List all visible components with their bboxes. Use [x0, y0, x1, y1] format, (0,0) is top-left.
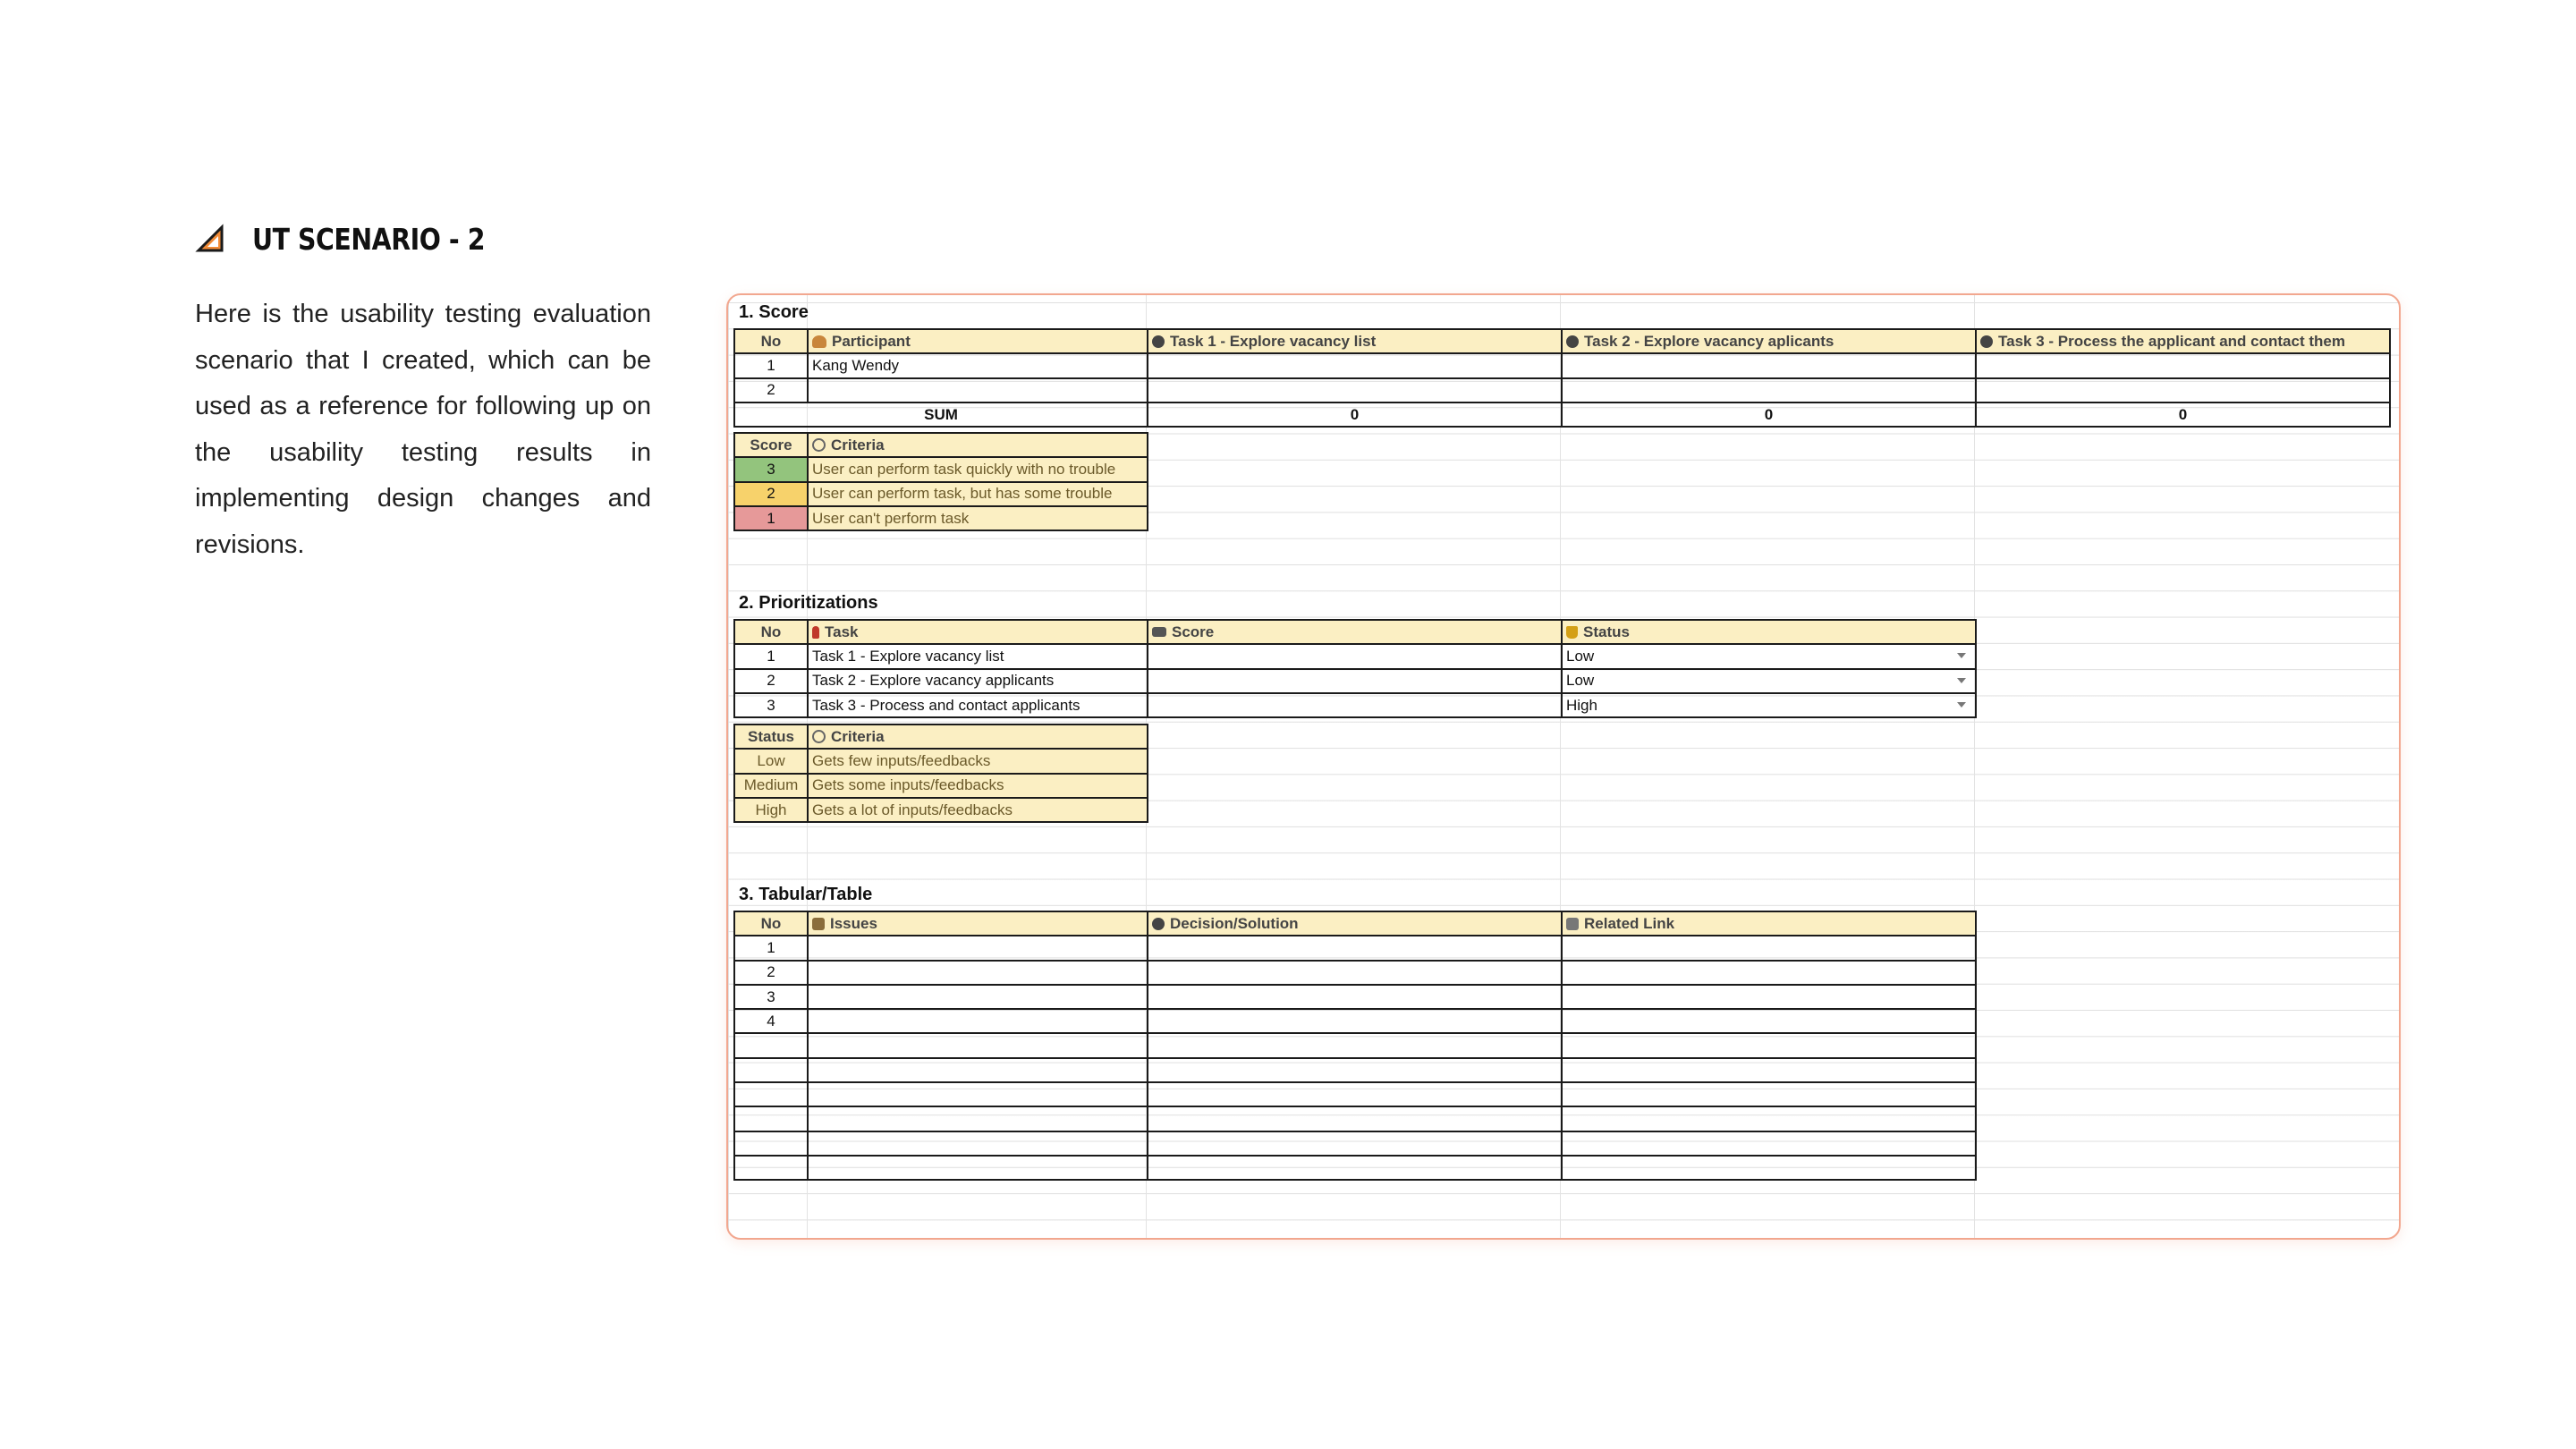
link-cell[interactable] — [1562, 1058, 1976, 1082]
link-cell[interactable] — [1562, 1156, 1976, 1180]
row-no[interactable]: 1 — [734, 353, 808, 377]
section-heading — [195, 216, 522, 261]
legend-row — [734, 798, 1148, 822]
status-level: Low — [734, 749, 808, 773]
decision-cell[interactable] — [1148, 936, 1562, 960]
header-task-2: Task 2 - Explore vacancy aplicants — [1562, 329, 1976, 353]
legend-header-score: Score — [734, 433, 808, 457]
link-cell[interactable] — [1562, 1009, 1976, 1033]
score-table — [733, 328, 2391, 428]
chevron-down-icon[interactable] — [1957, 653, 1966, 658]
status-dropdown[interactable]: High — [1562, 693, 1976, 717]
prioritizations-table — [733, 619, 1977, 718]
header-no: No — [734, 620, 808, 644]
pin-icon — [812, 626, 819, 639]
score-cell[interactable] — [1148, 669, 1562, 693]
page-title: UT SCENARIO - 2 — [252, 221, 486, 257]
legend-header-status: Status — [734, 724, 808, 749]
table-row[interactable] — [734, 1082, 1976, 1106]
legend-header-criteria: Criteria — [808, 433, 1148, 457]
sum-label: SUM — [734, 402, 1148, 427]
criteria-text: Gets few inputs/feedbacks — [808, 749, 1148, 773]
decision-cell[interactable] — [1148, 1082, 1562, 1106]
status-legend-table — [733, 724, 1148, 823]
legend-header-criteria: Criteria — [808, 724, 1148, 749]
row-no[interactable] — [734, 1156, 808, 1180]
decision-cell[interactable] — [1148, 1033, 1562, 1057]
status-level: High — [734, 798, 808, 822]
task-2-icon — [1566, 335, 1579, 348]
score-header-row — [734, 329, 2390, 353]
decision-cell[interactable] — [1148, 1156, 1562, 1180]
header-task: Task — [808, 620, 1148, 644]
spreadsheet-screenshot — [726, 293, 2401, 1240]
description-text: Here is the usability testing evaluation scenario that I created, which can be used as a reference for following up on the usability testing results in implementing design changes and revisions. — [195, 300, 651, 559]
table-section-title: 3. Tabular/Table — [739, 885, 873, 904]
status-level: Medium — [734, 774, 808, 798]
gamepad-icon — [1152, 627, 1166, 637]
row-no[interactable]: 2 — [734, 378, 808, 402]
sum-task-2: 0 — [1562, 402, 1976, 427]
score-section-title: 1. Score — [739, 302, 809, 322]
legend-row — [734, 749, 1148, 773]
link-icon — [1566, 918, 1579, 930]
link-cell[interactable] — [1562, 961, 1976, 985]
issue-cell[interactable] — [808, 961, 1148, 985]
people-icon — [812, 335, 826, 348]
prioritizations-section-title: 2. Prioritizations — [739, 593, 878, 613]
decision-cell[interactable] — [1148, 1058, 1562, 1082]
criteria-text: User can perform task quickly with no trouble — [808, 457, 1148, 481]
table-row[interactable] — [734, 644, 1976, 668]
row-no[interactable]: 1 — [734, 644, 808, 668]
header-task-1: Task 1 - Explore vacancy list — [1148, 329, 1562, 353]
issue-cell[interactable] — [808, 1009, 1148, 1033]
table-row[interactable] — [734, 1156, 1976, 1180]
header-participant: Participant — [808, 329, 1148, 353]
row-no[interactable] — [734, 1033, 808, 1057]
notepad-icon — [812, 918, 825, 930]
participant-cell[interactable]: Kang Wendy — [808, 353, 1148, 377]
prioritizations-header-row — [734, 620, 1976, 644]
table-row[interactable] — [734, 353, 2390, 377]
task-1-icon — [1152, 335, 1165, 348]
table-row[interactable] — [734, 1058, 1976, 1082]
criteria-text: User can't perform task — [808, 506, 1148, 530]
link-cell[interactable] — [1562, 1106, 1976, 1131]
legend-row — [734, 506, 1148, 530]
header-no: No — [734, 911, 808, 936]
task-2-cell[interactable] — [1562, 353, 1976, 377]
row-no[interactable]: 3 — [734, 693, 808, 717]
criteria-icon — [812, 730, 826, 743]
chevron-down-icon[interactable] — [1957, 702, 1966, 708]
link-cell[interactable] — [1562, 936, 1976, 960]
table-row[interactable] — [734, 1009, 1976, 1033]
decision-cell[interactable] — [1148, 1106, 1562, 1131]
header-issues: Issues — [808, 911, 1148, 936]
link-cell[interactable] — [1562, 985, 1976, 1009]
task-cell[interactable]: Task 3 - Process and contact applicants — [808, 693, 1148, 717]
task-1-cell[interactable] — [1148, 353, 1562, 377]
table-row[interactable] — [734, 1106, 1976, 1131]
row-no[interactable]: 4 — [734, 1009, 808, 1033]
criteria-text: Gets a lot of inputs/feedbacks — [808, 798, 1148, 822]
status-legend-header — [734, 724, 1148, 749]
header-related-link: Related Link — [1562, 911, 1976, 936]
sum-task-1: 0 — [1148, 402, 1562, 427]
row-no[interactable]: 2 — [734, 961, 808, 985]
decision-cell[interactable] — [1148, 985, 1562, 1009]
header-status: Status — [1562, 620, 1976, 644]
task-3-icon — [1980, 335, 1993, 348]
chevron-down-icon[interactable] — [1957, 678, 1966, 683]
row-no[interactable]: 1 — [734, 936, 808, 960]
row-no[interactable]: 3 — [734, 985, 808, 1009]
score-badge-2: 2 — [734, 482, 808, 506]
table-row[interactable] — [734, 1033, 1976, 1057]
score-badge-1: 1 — [734, 506, 808, 530]
table-row[interactable] — [734, 378, 2390, 402]
table-row[interactable] — [734, 669, 1976, 693]
table-row[interactable] — [734, 936, 1976, 960]
task-1-cell[interactable] — [1148, 378, 1562, 402]
task-2-cell[interactable] — [1562, 378, 1976, 402]
header-no: No — [734, 329, 808, 353]
score-cell[interactable] — [1148, 644, 1562, 668]
status-dropdown[interactable]: Low — [1562, 669, 1976, 693]
issue-cell[interactable] — [808, 1156, 1148, 1180]
task-3-cell[interactable] — [1976, 378, 2390, 402]
row-no[interactable] — [734, 1106, 808, 1131]
header-score: Score — [1148, 620, 1562, 644]
criteria-icon — [812, 438, 826, 452]
solution-icon — [1152, 918, 1165, 930]
row-no[interactable]: 2 — [734, 669, 808, 693]
task-3-cell[interactable] — [1976, 353, 2390, 377]
table-row[interactable] — [734, 985, 1976, 1009]
trophy-icon — [1566, 626, 1578, 639]
score-legend-header — [734, 433, 1148, 457]
issue-cell[interactable] — [808, 1033, 1148, 1057]
issues-table — [733, 911, 1977, 1181]
row-no[interactable] — [734, 1058, 808, 1082]
row-no[interactable] — [734, 1082, 808, 1106]
participant-cell[interactable] — [808, 378, 1148, 402]
legend-row — [734, 774, 1148, 798]
score-legend-table — [733, 432, 1148, 531]
issue-cell[interactable] — [808, 1106, 1148, 1131]
task-cell[interactable]: Task 2 - Explore vacancy applicants — [808, 669, 1148, 693]
link-cell[interactable] — [1562, 1131, 1976, 1156]
legend-row — [734, 457, 1148, 481]
criteria-text: Gets some inputs/feedbacks — [808, 774, 1148, 798]
table-row[interactable] — [734, 961, 1976, 985]
score-badge-3: 3 — [734, 457, 808, 481]
decision-cell[interactable] — [1148, 1009, 1562, 1033]
header-task-3: Task 3 - Process the applicant and contact them — [1976, 329, 2390, 353]
issue-cell[interactable] — [808, 936, 1148, 960]
issue-cell[interactable] — [808, 1082, 1148, 1106]
table-row[interactable] — [734, 693, 1976, 717]
issue-cell[interactable] — [808, 1058, 1148, 1082]
link-cell[interactable] — [1562, 1033, 1976, 1057]
issue-cell[interactable] — [808, 1131, 1148, 1156]
decision-cell[interactable] — [1148, 1131, 1562, 1156]
row-no[interactable] — [734, 1131, 808, 1156]
legend-row — [734, 482, 1148, 506]
status-dropdown[interactable]: Low — [1562, 644, 1976, 668]
criteria-text: User can perform task, but has some trouble — [808, 482, 1148, 506]
task-cell[interactable]: Task 1 - Explore vacancy list — [808, 644, 1148, 668]
triangle-ruler-icon — [195, 224, 225, 254]
sum-task-3: 0 — [1976, 402, 2390, 427]
issues-header-row — [734, 911, 1976, 936]
link-cell[interactable] — [1562, 1082, 1976, 1106]
header-decision: Decision/Solution — [1148, 911, 1562, 936]
score-cell[interactable] — [1148, 693, 1562, 717]
issue-cell[interactable] — [808, 985, 1148, 1009]
table-row[interactable] — [734, 1131, 1976, 1156]
decision-cell[interactable] — [1148, 961, 1562, 985]
sum-row — [734, 402, 2390, 427]
